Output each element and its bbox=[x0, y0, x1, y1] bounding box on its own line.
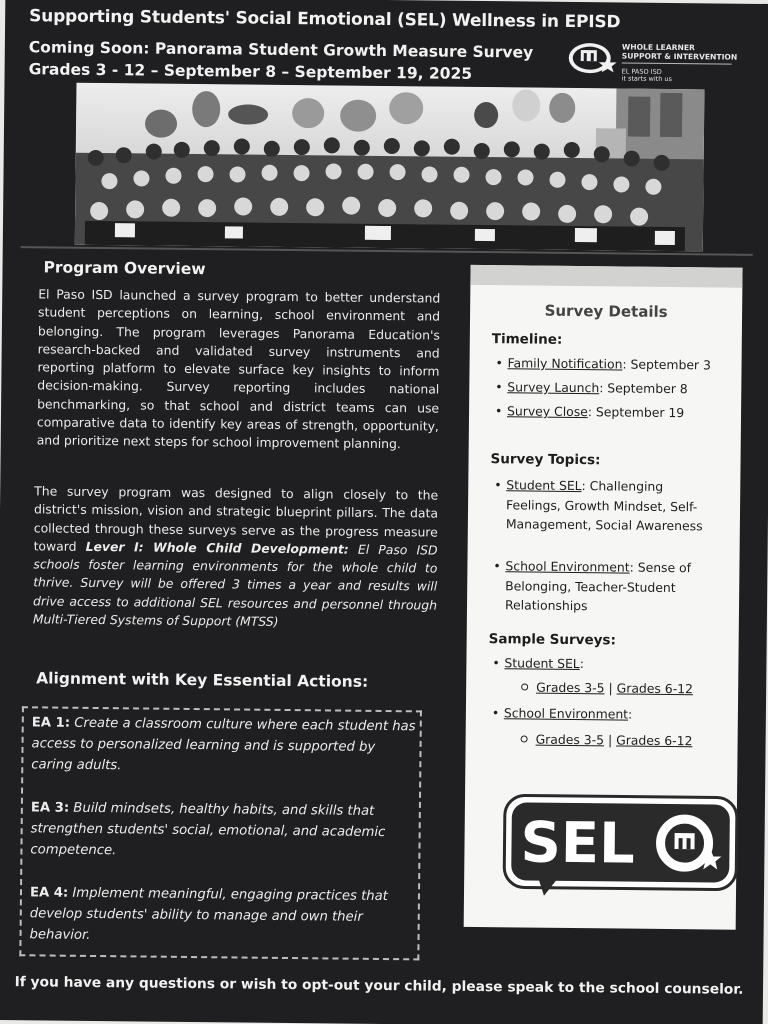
survey-topics-heading: Survey Topics: bbox=[490, 451, 601, 469]
timeline-link-survey-launch[interactable]: Survey Launch bbox=[507, 379, 600, 396]
sample-school-environment-grades bbox=[521, 731, 693, 748]
timeline-date: September 3 bbox=[630, 356, 711, 373]
panel-top-band bbox=[470, 265, 742, 288]
ea-1-text: Create a classroom culture where each student has access to personalized learning and is supported by caring adults. bbox=[31, 715, 416, 774]
sel-logo-icon bbox=[500, 791, 741, 902]
timeline-date: September 8 bbox=[607, 380, 688, 397]
flyer-title: Supporting Students' Social Emotional (SEL) Wellness in EPISD bbox=[29, 6, 621, 33]
bullet-icon: • bbox=[495, 355, 503, 371]
sample-suffix: : bbox=[628, 706, 633, 722]
timeline-date: September 19 bbox=[595, 404, 685, 421]
bullet-icon: • bbox=[494, 403, 503, 419]
circle-bullet-icon bbox=[521, 683, 528, 690]
program-overview-heading: Program Overview bbox=[43, 258, 206, 279]
timeline-link-family-notification[interactable]: Family Notification bbox=[507, 355, 623, 372]
ea-4-label: EA 4: bbox=[29, 885, 69, 901]
bullet-icon: • bbox=[494, 477, 502, 493]
school-env-grades-3-5-link[interactable]: Grades 3-5 bbox=[535, 731, 605, 748]
bullet-icon: • bbox=[495, 379, 503, 395]
essential-action-4 bbox=[29, 882, 416, 949]
ea-3-text: Build mindsets, healthy habits, and skills that strengthen students' social, emotional, and academic competence. bbox=[30, 800, 386, 859]
logo-slogan: it starts with us bbox=[621, 74, 672, 83]
flyer-subtitle: Coming Soon: Panorama Student Growth Measure Survey bbox=[28, 38, 534, 62]
bullet-icon: • bbox=[491, 705, 500, 721]
sample-suffix: : bbox=[579, 656, 585, 672]
group-photo bbox=[75, 83, 705, 252]
sample-student-sel-grades bbox=[521, 679, 693, 696]
sample-surveys-heading: Sample Surveys: bbox=[488, 631, 616, 649]
survey-details-panel: Survey Details Timeline: • Family Notification: September 3 • Survey Launch: September 8 • Survey Close: September 19 Survey Topics: • Student SEL: Challenging Feelings, Growth Mindset, Self-Management, Social Awareness • School Environment: Sense of Belonging, Teacher-Student Relationships Sample Surveys: • Student SEL: Grades 3-5 | Grades 6-12 • School Environment: Grades 3-5 | Grades 6-12 SEL bbox=[464, 265, 743, 930]
alignment-heading: Alignment with Key Essential Actions: bbox=[36, 669, 369, 691]
logo-line-1: WHOLE LEARNER bbox=[621, 42, 695, 53]
star-badge-icon bbox=[568, 38, 620, 81]
timeline-link-survey-close[interactable]: Survey Close bbox=[506, 403, 588, 420]
logo-district-name: EL PASO ISD bbox=[621, 67, 662, 76]
paragraph-2-italic: El Paso ISD schools foster learning environments for the whole child to thrive. Survey will be offered 3 times a year and results will drive access to additional SEL resources and personnel through Multi-Tiered Systems of Support (MTSS) bbox=[32, 541, 438, 629]
circle-bullet-icon bbox=[521, 735, 528, 742]
student-sel-grades-6-12-link[interactable]: Grades 6-12 bbox=[616, 680, 694, 697]
grade-separator: | bbox=[607, 732, 613, 748]
ea-3-label: EA 3: bbox=[30, 800, 70, 816]
topic-link-school-environment[interactable]: School Environment bbox=[505, 558, 630, 575]
paragraph-2-lever: Lever I: Whole Child Development: bbox=[85, 538, 349, 557]
bullet-icon: • bbox=[493, 558, 501, 574]
bullet-icon: • bbox=[492, 655, 500, 671]
ea-1-label: EA 1: bbox=[31, 715, 71, 731]
essential-action-3 bbox=[30, 797, 417, 864]
flyer-header bbox=[22, 6, 753, 92]
sample-link-student-sel[interactable]: Student SEL bbox=[504, 655, 580, 672]
sample-link-school-environment[interactable]: School Environment bbox=[503, 705, 629, 722]
topic-description: : Challenging Feelings, Growth Mindset, Self-Management, Social Awareness bbox=[505, 478, 703, 534]
essential-actions-box bbox=[19, 706, 422, 960]
school-env-grades-6-12-link[interactable]: Grades 6-12 bbox=[616, 732, 693, 749]
ea-4-text: Implement meaningful, engaging practices that develop students' ability to manage and own their behavior. bbox=[29, 885, 388, 943]
topic-description: : Sense of Belonging, Teacher-Student Relationships bbox=[504, 559, 692, 614]
logo-line-2: SUPPORT & INTERVENTION bbox=[621, 51, 738, 62]
topic-link-student-sel[interactable]: Student SEL bbox=[506, 477, 582, 494]
group-photo-image bbox=[75, 83, 705, 252]
footer-notice: If you have any questions or wish to opt-out your child, please speak to the school counselor. bbox=[14, 974, 744, 998]
whole-learner-logo bbox=[567, 38, 757, 86]
program-overview-paragraph-2 bbox=[33, 482, 439, 633]
paragraph-2-plain: The survey program was designed to align closely to the district's mission, vision and strategic blueprint pillars. The data collected through these surveys serve as the progress measure toward bbox=[33, 483, 439, 554]
logo-district bbox=[622, 68, 738, 83]
logo-divider bbox=[622, 62, 732, 64]
grade-separator: | bbox=[608, 680, 613, 696]
program-overview-paragraph-1: El Paso ISD launched a survey program to better understand student perceptions on learning, school environment and belonging. The program leverages Panorama Education's research-backed and validated survey instruments and reporting platform to elevate surface key insights to inform decision-making. Survey reporting includes national benchmarking, so that school and district teams can use comparative data to identify key areas of strength, opportunity, and prioritize next steps for school improvement planning. bbox=[36, 286, 441, 452]
whole-learner-text bbox=[622, 42, 738, 83]
timeline-heading: Timeline: bbox=[491, 331, 563, 348]
essential-action-1 bbox=[31, 712, 418, 779]
left-column bbox=[29, 254, 443, 943]
student-sel-grades-3-5-link[interactable]: Grades 3-5 bbox=[536, 679, 605, 696]
sel-logo-text: SEL bbox=[520, 810, 636, 877]
flyer-dates: Grades 3 - 12 – September 8 – September 19, 2025 bbox=[28, 60, 473, 83]
survey-details-title: Survey Details bbox=[544, 301, 668, 321]
